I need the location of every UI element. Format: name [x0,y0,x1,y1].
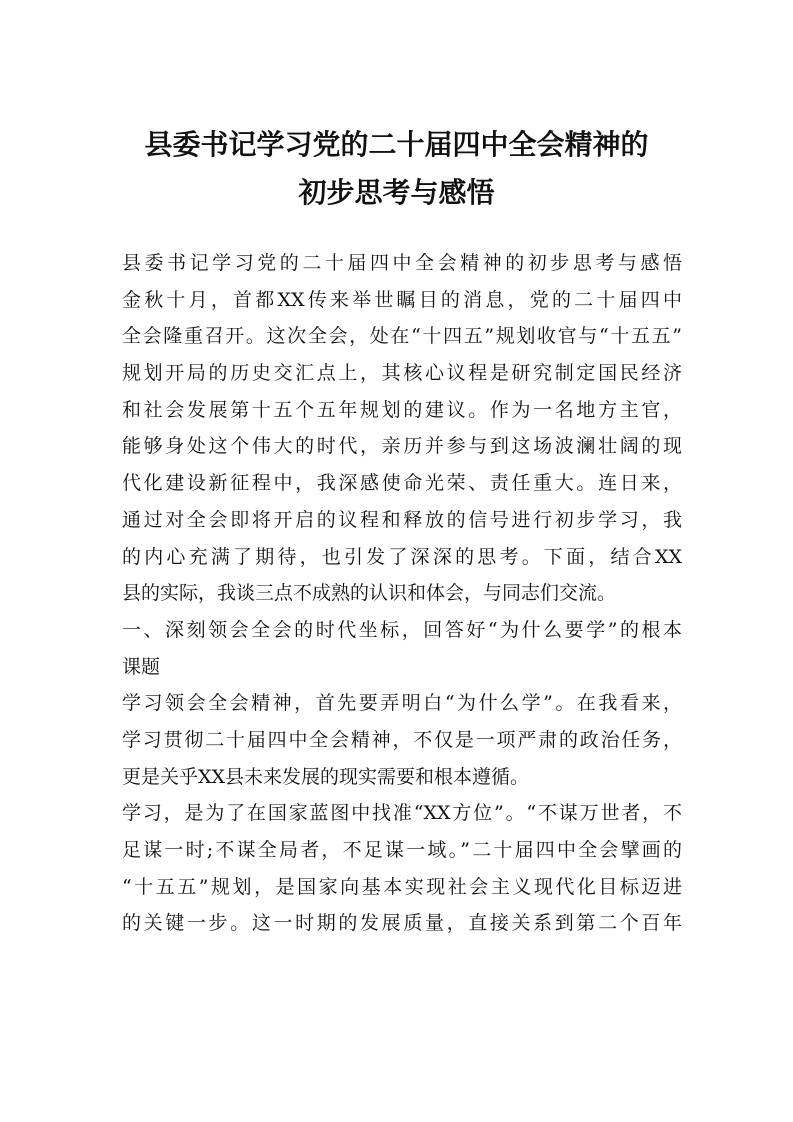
document-body [122,245,682,942]
document-title-line-1: 县委书记学习党的二十届四中全会精神的 [144,128,649,161]
section-heading-line: 课题 [122,655,161,678]
body-line: 学习贯彻二十届四中全会精神，不仅是一项严肃的政治任务， [122,728,682,751]
body-line: 金秋十月，首都XX传来举世瞩目的消息，党的二十届四中 [122,288,682,311]
body-line: 规划开局的历史交汇点上，其核心议程是研究制定国民经济 [122,362,682,385]
body-line: 的内心充满了期待，也引发了深深的思考。下面，结合XX [122,545,682,568]
body-line: “十五五”规划，是国家向基本实现社会主义现代化目标迈进 [122,875,682,898]
body-line: 更是关乎XX县未来发展的现实需要和根本遵循。 [122,765,530,788]
body-line: 和社会发展第十五个五年规划的建议。作为一名地方主官， [122,398,682,421]
body-line: 学习，是为了在国家蓝图中找准“XX方位”。“不谋万世者，不 [122,802,682,825]
body-line: 县的实际，我谈三点不成熟的认识和体会，与同志们交流。 [122,582,617,605]
body-line: 县委书记学习党的二十届四中全会精神的初步思考与感悟 [122,252,682,274]
body-line: 全会隆重召开。这次全会，处在“十四五”规划收官与“十五五” [122,325,682,348]
body-line: 的关键一步。这一时期的发展质量，直接关系到第二个百年 [122,912,682,935]
section-heading-line: 一、深刻领会全会的时代坐标，回答好“为什么要学”的根本 [122,618,682,641]
body-line: 代化建设新征程中，我深感使命光荣、责任重大。连日来， [122,472,682,495]
body-line: 足谋一时;不谋全局者，不足谋一域。”二十届四中全会擘画的 [122,839,682,861]
document-title-line-2: 初步思考与感悟 [298,176,495,209]
body-line: 能够身处这个伟大的时代，亲历并参与到这场波澜壮阔的现 [122,435,682,458]
body-line: 学习领会全会精神，首先要弄明白“为什么学”。在我看来， [122,692,682,715]
body-line: 通过对全会即将开启的议程和释放的信号进行初步学习，我 [122,508,682,531]
